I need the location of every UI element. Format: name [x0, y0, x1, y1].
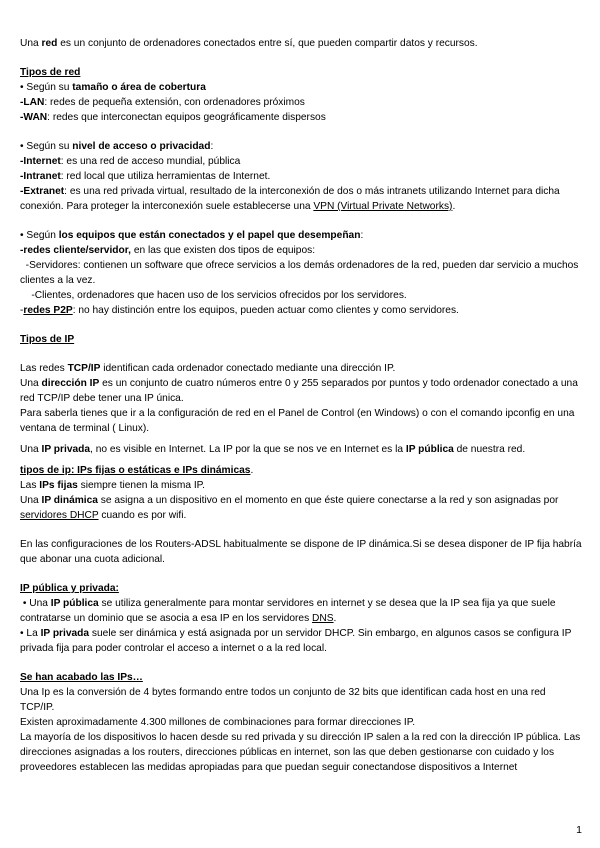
- bold-text: IP privada: [41, 444, 91, 455]
- text: de nuestra red.: [453, 444, 526, 455]
- paragraph-direccion-ip: [20, 376, 582, 406]
- heading-ip-publica-privada: IP pública y privada:: [20, 583, 119, 594]
- heading-se-han-acabado: Se han acabado las IPs…: [20, 672, 143, 683]
- paragraph-ips-fijas: [20, 478, 582, 493]
- text: en las que existen dos tipos de equipos:: [130, 245, 316, 256]
- text: -: [20, 305, 24, 316]
- paragraph-ipconfig: Para saberla tienes que ir a la configuración de red en el Panel de Control (en Windows) o con el comando ipconfig en una ventana de terminal ( Linux).: [20, 408, 575, 434]
- paragraph-mayoria: La mayoría de los dispositivos lo hacen desde su red privada y su dirección IP salen a la red con la dirección IP pública. Las direcciones asignadas a los routers, direcciones públicas en internet, son las que deben gestionarse con cuidado y los proveedores establecen las medidas apropiadas para que puedan seguir conectandose dispositivos a Internet: [20, 732, 581, 773]
- text: Una: [20, 444, 42, 455]
- text: identifican cada ordenador conectado mediante una dirección IP.: [100, 363, 396, 374]
- text: es un conjunto de cuatro números entre 0 y 255 separados por puntos y todo ordenador conectado a una red TCP/IP debe tener una IP única.: [20, 378, 578, 404]
- text: .: [333, 613, 337, 624]
- bullet-tamano: [20, 80, 582, 95]
- paragraph-tcpip: [20, 361, 582, 376]
- text: Una: [20, 378, 42, 389]
- item-extranet: [20, 184, 582, 214]
- dns-link[interactable]: DNS: [312, 613, 334, 624]
- text: :: [210, 141, 214, 152]
- paragraph-combinaciones: Existen aproximadamente 4.300 millones de combinaciones para formar direcciones IP.: [20, 717, 416, 728]
- bold-text: nivel de acceso o privacidad: [72, 141, 211, 152]
- text: : red local que utiliza herramientas de Internet.: [60, 171, 271, 182]
- heading-ips-fijas: [20, 463, 582, 478]
- item-internet: [20, 154, 582, 169]
- text: : redes que interconectan equipos geográficamente dispersos: [47, 112, 326, 123]
- text: suele ser dinámica y está asignada por un servidor DHCP. Sin embargo, en algunos casos se configura IP privada fija para poder controlar el acceso a internet o a la red local.: [20, 628, 572, 654]
- text: cuando es por wifi.: [98, 510, 187, 521]
- bold-text: -redes cliente/servidor,: [20, 245, 131, 256]
- text: : no hay distinción entre los equipos, pueden actuar como clientes y como servidores.: [72, 305, 459, 316]
- text: Una: [20, 495, 42, 506]
- text: : redes de pequeña extensión, con ordenadores próximos: [44, 97, 305, 108]
- heading-text: tipos de ip: IPs fijas o estáticas e IPs dinámicas: [20, 465, 251, 476]
- heading-tipos-de-ip: Tipos de IP: [20, 334, 75, 345]
- bold-text: -Internet: [20, 156, 61, 167]
- text: es un conjunto de ordenadores conectados entre sí, que pueden compartir datos y recursos.: [57, 38, 478, 49]
- bold-text: IP privada: [40, 628, 90, 639]
- item-clientes: -Clientes, ordenadores que hacen uso de los servicios ofrecidos por los servidores.: [20, 290, 407, 301]
- text: • Según su: [20, 141, 73, 152]
- bold-text: IP pública: [405, 444, 454, 455]
- text: • Según su: [20, 82, 73, 93]
- text: .: [250, 465, 254, 476]
- bold-text: -LAN: [20, 97, 45, 108]
- intro-paragraph: [20, 36, 582, 51]
- text: • Según: [20, 230, 59, 241]
- heading-tipos-de-red: Tipos de red: [20, 67, 81, 78]
- text: .: [452, 201, 456, 212]
- bold-text: los equipos que están conectados y el papel que desempeñan: [58, 230, 361, 241]
- item-lan: [20, 95, 582, 110]
- text: se utiliza generalmente para montar servidores en internet y se desea que la IP sea fija ya que suele contratarse un dominio que se asocia a esa IP en los servidores: [20, 598, 559, 624]
- bold-text: -Extranet: [20, 186, 65, 197]
- item-servidores: -Servidores: contienen un software que ofrece servicios a los demás ordenadores de la red, pueden dar servicio a muchos clientes a la vez.: [20, 260, 582, 286]
- text: Las redes: [20, 363, 68, 374]
- bold-text: red: [41, 38, 58, 49]
- bullet-ip-publica: [20, 596, 582, 626]
- text: • La: [20, 628, 41, 639]
- bold-text: -Intranet: [20, 171, 61, 182]
- bold-text: dirección IP: [41, 378, 100, 389]
- text: , no es visible en Internet. La IP por la que se nos ve en Internet es la: [90, 444, 406, 455]
- item-wan: [20, 110, 582, 125]
- text: siempre tienen la misma IP.: [77, 480, 205, 491]
- bullet-nivel: [20, 139, 582, 154]
- text: :: [360, 230, 364, 241]
- paragraph-ip-privada: [20, 442, 582, 457]
- item-p2p: [20, 303, 582, 318]
- text: : es una red privada virtual, resultado de la interconexión de dos o más intranets utilizando Internet para dicha conexión. Para proteger la interconexión suele establecerse una: [20, 186, 560, 212]
- bold-text: TCP/IP: [67, 363, 101, 374]
- text: se asigna a un dispositivo en el momento en que éste quiere conectarse a la red y son asignadas por: [97, 495, 559, 506]
- text: Una: [20, 38, 42, 49]
- bold-text: IPs fijas: [39, 480, 78, 491]
- paragraph-ip-dinamica: [20, 493, 582, 523]
- bullet-equipos: [20, 228, 582, 243]
- document-body: [20, 36, 582, 775]
- text: Las: [20, 480, 40, 491]
- text: • Una: [20, 598, 51, 609]
- item-cliente-servidor: [20, 243, 582, 258]
- paragraph-routers: En las configuraciones de los Routers-ADSL habitualmente se dispone de IP dinámica.Si se desea disponer de IP fija habría que abonar una cuota adicional.: [20, 539, 582, 565]
- p2p-link[interactable]: redes P2P: [23, 305, 73, 316]
- bold-text: -WAN: [20, 112, 48, 123]
- bold-text: tamaño o área de cobertura: [72, 82, 206, 93]
- text: : es una red de acceso mundial, pública: [60, 156, 241, 167]
- bullet-ip-privada: [20, 626, 582, 656]
- vpn-link[interactable]: VPN (Virtual Private Networks): [313, 201, 453, 212]
- paragraph-conversion: Una Ip es la conversión de 4 bytes formando entre todos un conjunto de 32 bits que identifican cada host en una red TCP/IP.: [20, 687, 546, 713]
- page-number: 1: [576, 824, 582, 836]
- bold-text: IP pública: [50, 598, 99, 609]
- dhcp-link[interactable]: servidores DHCP: [20, 510, 99, 521]
- item-intranet: [20, 169, 582, 184]
- bold-text: IP dinámica: [41, 495, 98, 506]
